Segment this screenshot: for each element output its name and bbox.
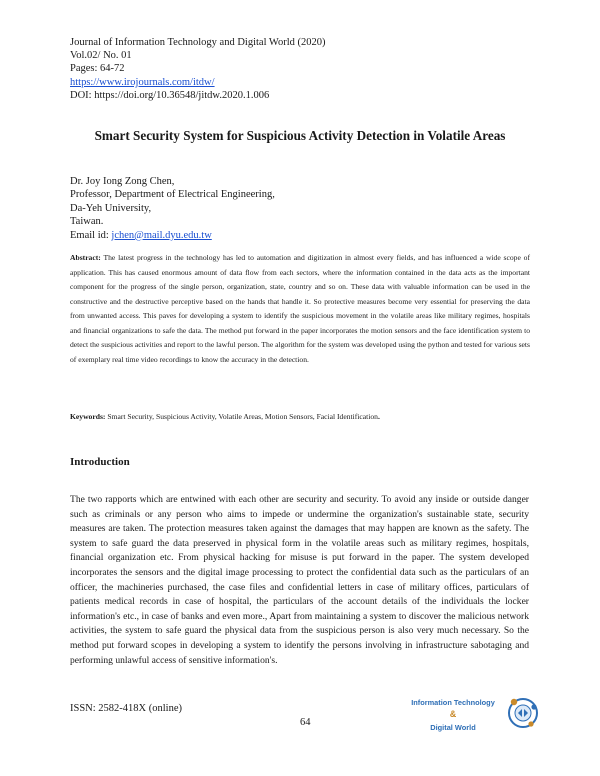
journal-name: Journal of Information Technology and Digital World (2020) — [70, 37, 326, 48]
keywords-label: Keywords: — [70, 412, 106, 421]
email-link[interactable]: jchen@mail.dyu.edu.tw — [111, 229, 212, 241]
author-email — [70, 229, 275, 242]
introduction-heading: Introduction — [70, 456, 130, 468]
abstract-text: The latest progress in the technology has led to automation and digitization in almost every fields, and has influenced a wide scope of application. This has caused enormous amount of data flow from each sectors, where the information contained in the data acts as the important component for the progress of the single person, organization, state, country and so on. These data with valuable information can be used in the constructive and the destructive perceptive based on the hands that handle it. So protective measures become very essential for preserving the data from unwanted access. This paves for developing a system to identify the suspicious movement in the volatile areas like military regimes, hospitals and financial organizations to safe the data. The method put forward in the paper incorporates the motion sensors and the face identification system to detect the suspicious activities and report to the lawful person. The algorithm for the system was developed using the python and tested for various sets of exemplary real time video recordings to know the accuracy in the detection. — [70, 253, 530, 364]
author-position: Professor, Department of Electrical Engineering, — [70, 189, 275, 201]
keywords-end: . — [377, 412, 380, 421]
keywords-text: Smart Security, Suspicious Activity, Volatile Areas, Motion Sensors, Facial Identification — [105, 412, 378, 421]
journal-volume: Vol.02/ No. 01 — [70, 50, 132, 62]
logo-ampersand: & — [449, 709, 457, 719]
abstract — [70, 251, 530, 367]
abstract-label: Abstract: — [70, 253, 101, 262]
logo-line1: Information Technology — [411, 698, 495, 707]
journal-url-link[interactable]: https://www.irojournals.com/itdw/ — [70, 76, 215, 88]
author-block — [70, 175, 275, 242]
email-label: Email id: — [70, 229, 112, 241]
author-country: Taiwan. — [70, 216, 104, 228]
page-number: 64 — [300, 717, 311, 728]
issn: ISSN: 2582-418X (online) — [70, 703, 182, 714]
journal-pages: Pages: 64-72 — [70, 63, 125, 75]
keywords — [70, 412, 540, 421]
introduction-text: The two rapports which are entwined with each other are security and security. To avoid any inside or outside danger such as criminals or any person who aims to impede or undermine the organization's sustainable state, security measures are taken. The protection measures taken against the damages that may happen are known as the safety. The system to safe guard the data preserved in physical form in the volatile areas such as military regimes, hospitals, financial organization etc. From physical hacking for misuse is put forward in the paper. The system developed incorporates the sensors and the digital image processing to protect the confidential data such as the particulars of an officer, the machineries purchased, the case files and confidential letters in case of military offices, particulars of patients medical records in case of hospital, the particulars of the account details of the individuals the locker information's etc., in case of banks and even more., Apart from maintaining a system to discover the malicious network activities, the system to safe guard the physical data from the suspicious person is also very much necessary. So the method put forward scopes in developing a system to identify the persons involving in infrastructure sabotaging and performing unlawful access of sensitive information's. — [70, 494, 529, 666]
logo-line3: Digital World — [430, 723, 476, 732]
doi: DOI: https://doi.org/10.36548/jitdw.2020.1.006 — [70, 89, 270, 101]
journal-logo — [404, 692, 554, 746]
author-university: Da-Yeh University, — [70, 202, 152, 214]
globe-network-icon — [506, 696, 540, 730]
author-name: Dr. Joy Iong Zong Chen, — [70, 176, 175, 187]
paper-title: Smart Security System for Suspicious Activity Detection in Volatile Areas — [94, 128, 506, 143]
journal-header — [70, 36, 326, 102]
